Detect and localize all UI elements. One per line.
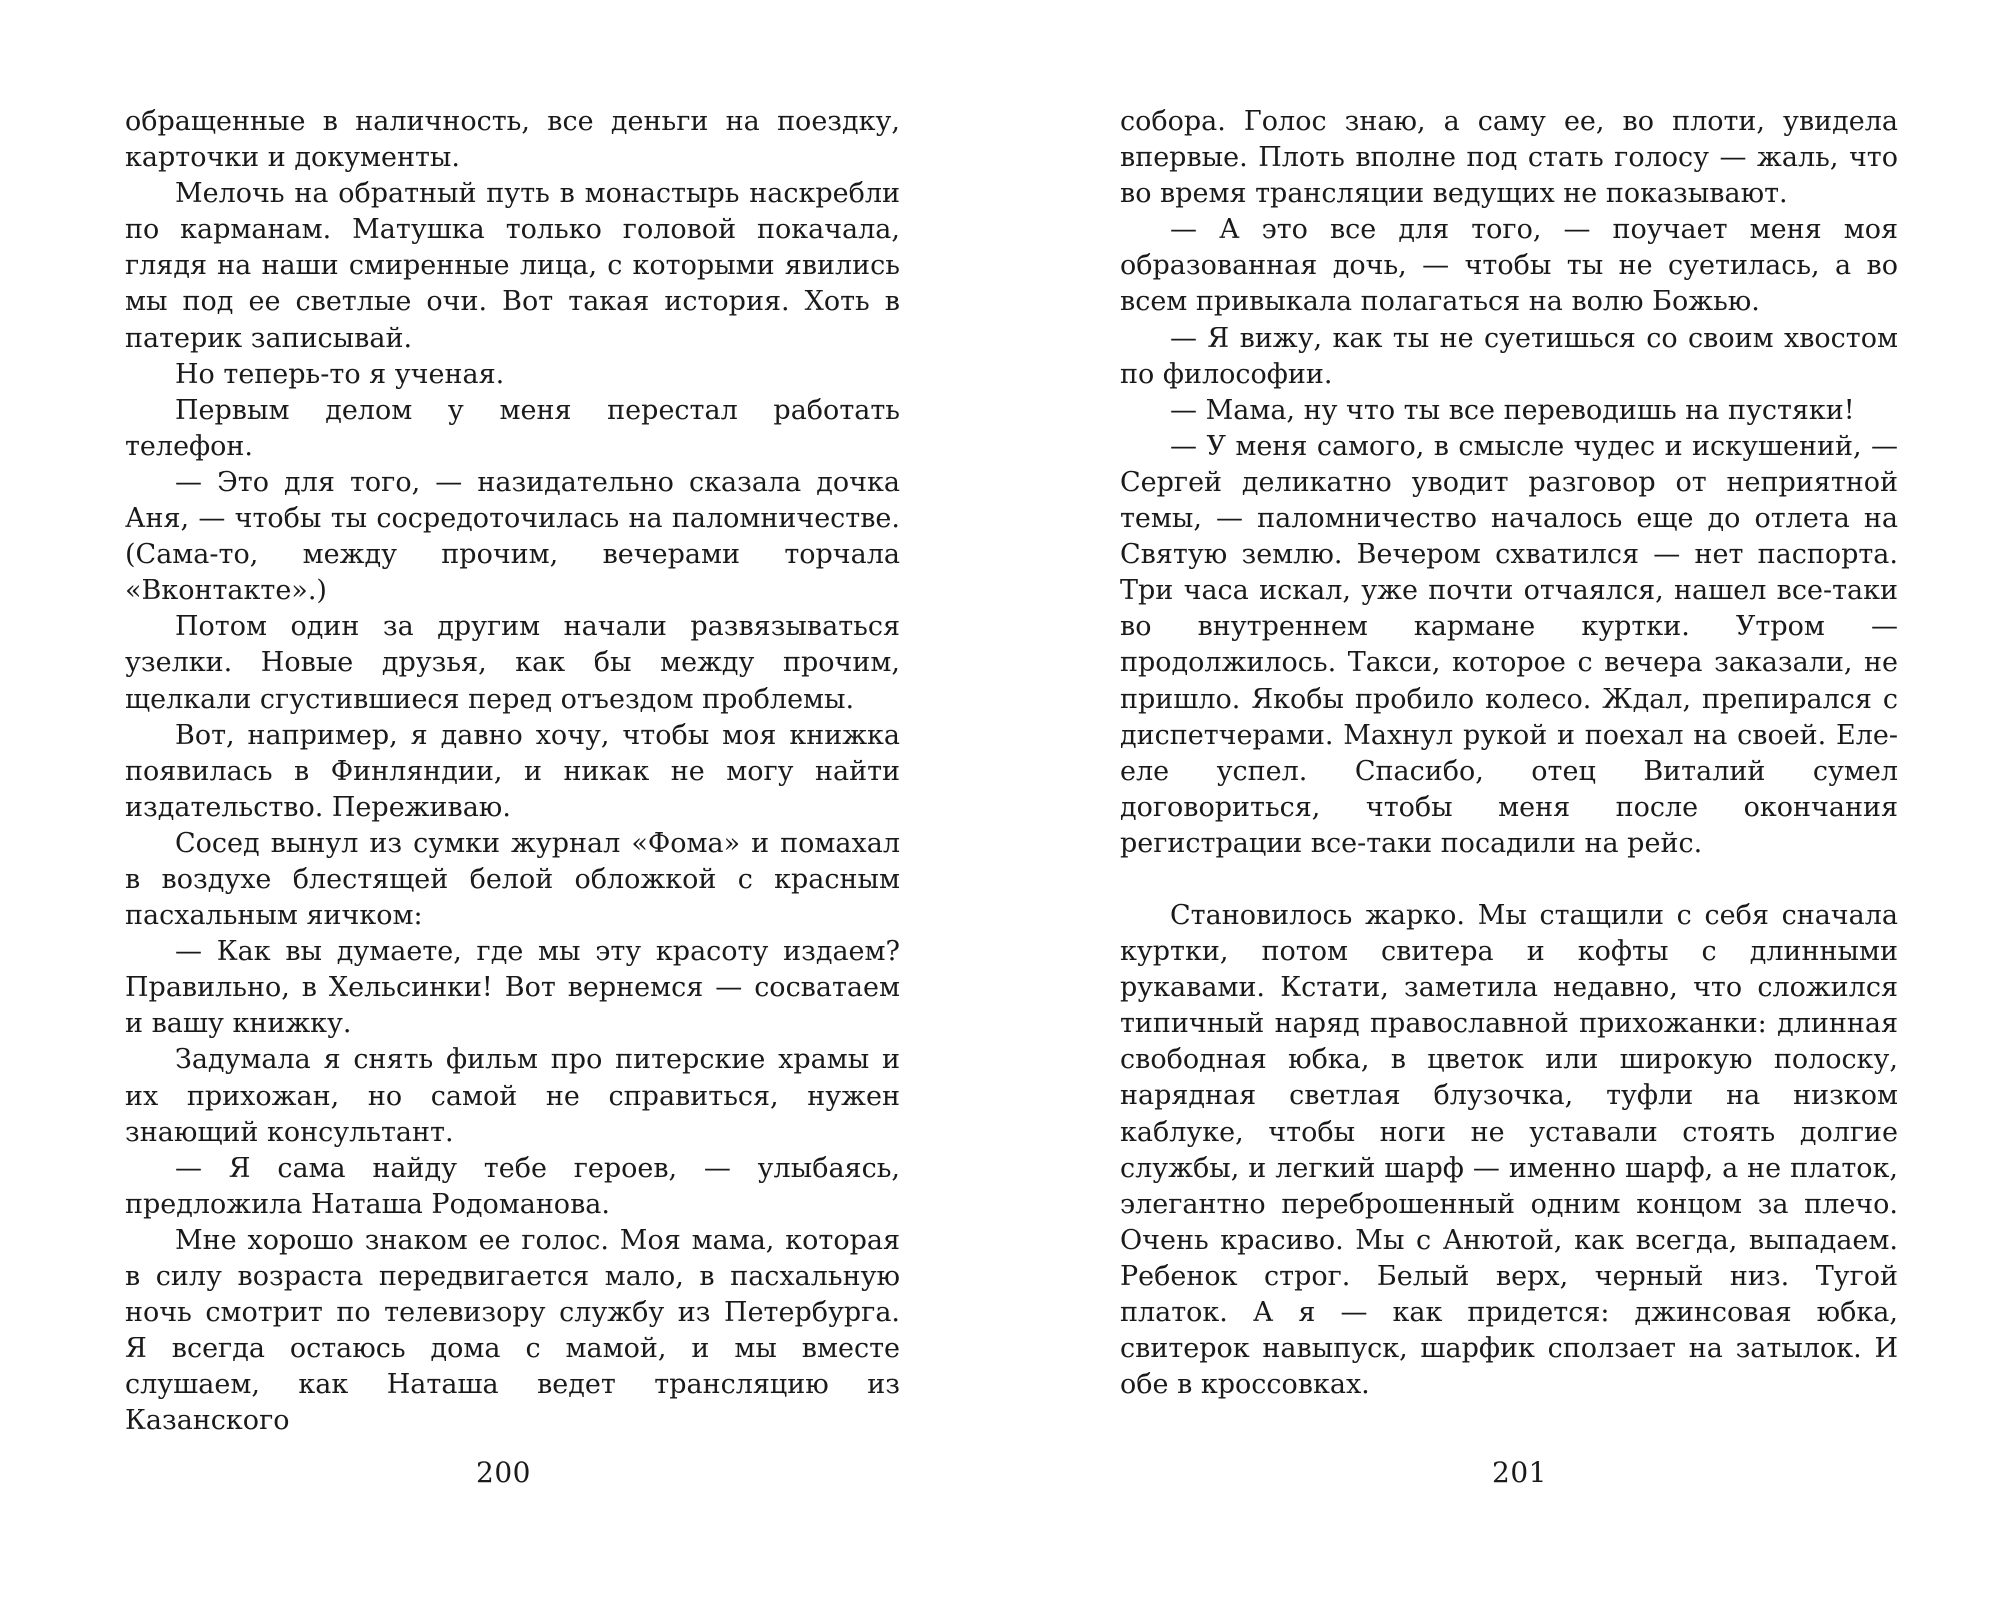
paragraph: Становилось жарко. Мы стащили с себя сначала куртки, потом свитера и кофты с длинными рукавами. Кстати, заметила недавно, что сложился типичный наряд православной прихожанки: длинная свободная юбка, в цветок или широкую полоску, нарядная светлая блузочка, туфли на низком каблуке, чтобы ноги не уставали стоять долгие службы, и легкий шарф — именно шарф, а не платок, элегантно переброшенный одним концом за плечо. Очень красиво. Мы с Анютой, как всегда, выпадаем. Ребенок строг. Белый верх, черный низ. Тугой платок. А я — как придется: джинсовая юбка, свитерок навыпуск, шарфик сползает на затылок. И обе в кроссовках. (1120, 899, 1898, 1401)
page-number-right: 201 (1492, 1456, 1547, 1489)
paragraph: Сосед вынул из сумки журнал «Фома» и помахал в воздухе блестящей белой обложкой с красным пасхальным яичком: (125, 827, 900, 932)
paragraph: Потом один за другим начали развязываться узелки. Новые друзья, как бы между прочим, щелкали сгустившиеся перед отъездом проблемы. (125, 611, 900, 715)
paragraph: Мелочь на обратный путь в монастырь наскребли по карманам. Матушка только головой покачала, глядя на наши смиренные лица, с которыми явились мы под ее светлые очи. Вот такая история. Хоть в патерик записывай. (125, 178, 900, 354)
paragraph: Мне хорошо знаком ее голос. Моя мама, которая в силу возраста передвигается мало, в пасхальную ночь смотрит по телевизору службу из Петербурга. Я всегда остаюсь дома с мамой, и мы вместе слушаем, как Наташа ведет трансляцию из Казанского (125, 1224, 900, 1437)
paragraph: — Как вы думаете, где мы эту красоту издаем? Правильно, в Хельсинки! Вот вернемся — сосватаем и вашу книжку. (125, 936, 900, 1040)
right-page (1000, 0, 2000, 1603)
page-number-left: 200 (476, 1456, 531, 1489)
paragraph: собора. Голос знаю, а саму ее, во плоти, увидела впервые. Плоть вполне под стать голосу — жаль, что во время трансляции ведущих не показывают. (1120, 106, 1898, 210)
paragraph: — А это все для того, — поучает меня моя образованная дочь, — чтобы ты не суетилась, а во всем привыкала полагаться на волю Божью. (1120, 214, 1898, 318)
paragraph: — Это для того, — назидательно сказала дочка Аня, — чтобы ты сосредоточилась на паломничестве.(Сама-то, между прочим, вечерами торчала «Вконтакте».) (125, 466, 900, 607)
paragraph: — У меня самого, в смысле чудес и искушений, — Сергей деликатно уводит разговор от неприятной темы, — паломничество началось еще до отлета на Святую землю. Вечером схватился — нет паспорта. Три часа искал, уже почти отчаялся, нашел все-таки во внутреннем кармане куртки. Утром — продолжилось. Такси, которое с вечера заказали, не пришло. Якобы пробило колесо. Ждал, препирался с диспетчерами. Махнул рукой и поехал на своей. Еле-еле успел. Спасибо, отец Виталий сумел договориться, чтобы меня после окончания регистрации все-таки посадили на рейс. (1120, 430, 1898, 859)
paragraph: — Мама, ну что ты все переводишь на пустяки! (1170, 394, 1855, 426)
paragraph: Но теперь-то я ученая. (175, 358, 505, 390)
right-page-text (1120, 104, 1898, 1403)
left-page-text (125, 104, 900, 1439)
paragraph: Задумала я снять фильм про питерские храмы и их прихожан, но самой не справиться, нужен знающий консультант. (125, 1044, 900, 1148)
paragraph: — Я сама найду тебе героев, — улыбаясь, предложила Наташа Родоманова. (125, 1152, 900, 1220)
paragraph: обращенные в наличность, все деньги на поездку, карточки и документы. (125, 106, 900, 174)
paragraph: Вот, например, я давно хочу, чтобы моя книжка появилась в Финляндии, и никак не могу найти издательство. Переживаю. (125, 719, 900, 823)
paragraph: — Я вижу, как ты не суетишься со своим хвостом по философии. (1120, 322, 1898, 390)
paragraph: Первым делом у меня перестал работать телефон. (125, 394, 900, 462)
section-break (1120, 862, 1898, 898)
